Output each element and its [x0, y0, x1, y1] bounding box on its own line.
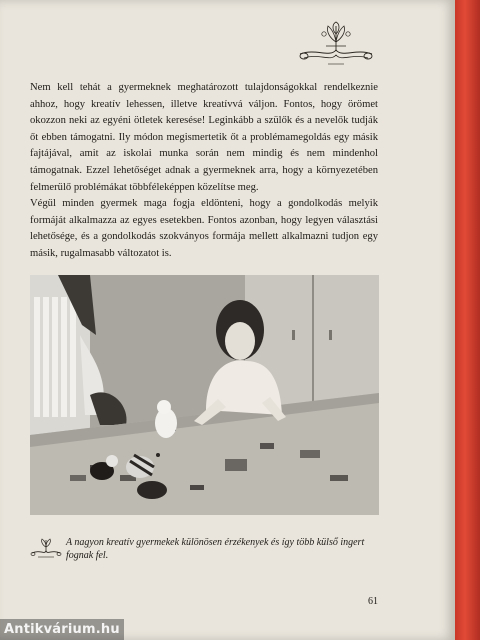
- paragraph: Végül minden gyermek maga fogja eldönteni, hogy a gondolkodás melyik formáját alkalmazza az egyes esetekben. Fontos azonban, hogy legyen választási lehetősége, és a gondolkodás szokványos formája mellett alkalmazni tudjon egy másik, rugalmasabb változatot is.: [30, 198, 378, 259]
- paragraph: Nem kell tehát a gyermeknek meghatározott tulajdonságokkal rendelkeznie ahhoz, hogy kreatív lehessen, illetve kreatívvá váljon. Fontos, hogy örömet okozzon neki az egyéni ötletek keresése! Leginkább a szülők és a nevelők tudják őt ebben támogatni. Ily módon megismertetik őt a problémamegoldás egy másik fajtájával, amit az iskolai munka során nem mindig és nem mindenhol támogatnak. Ezzel lehetőséget adnak a gyermeknek arra, hogy a környezetében felmerülő problémákat többféleképpen közelítse meg.: [30, 82, 378, 193]
- page-number: 61: [368, 596, 378, 607]
- watermark-logo: Antikvárium.hu: [0, 619, 124, 640]
- body-text: [30, 80, 378, 263]
- photo-caption: A nagyon kreatív gyermekek különösen érzékenyek és így több külső ingert fognak fel.: [66, 537, 365, 561]
- caption-ornament-icon: [30, 537, 62, 559]
- photo-child-playing: [30, 275, 379, 515]
- floral-ornament-icon: [296, 20, 376, 68]
- book-cover-edge: [455, 0, 480, 640]
